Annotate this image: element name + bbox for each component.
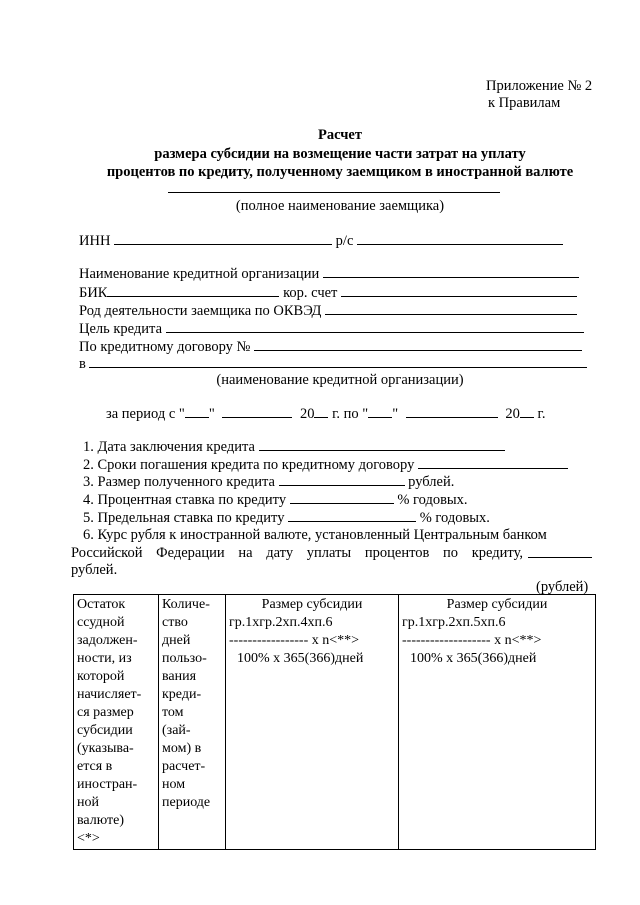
document-subtitle-1: размера субсидии на возмещение части затрат на уплату [154,146,526,162]
inn-row [79,232,563,250]
col-subsidy-rate-formula-bottom: 100% х 365(366)дней [237,651,364,666]
inn-label: ИНН [79,233,111,249]
col-subsidy-limit-formula-mid: ------------------- х n<**> [402,633,542,648]
bank-note: (наименование кредитной организации) [216,372,464,388]
col-subsidy-rate-header: Размер субсидии [261,597,363,612]
item-5 [83,509,490,527]
col-days-used: Количе- ство дней пользо- вания креди- том (зай- мом) в расчет- ном периоде [159,595,226,850]
okved-row [79,302,577,320]
document-subtitle-2: процентов по кредиту, полученному заемщиком в иностранной валюте [106,164,574,180]
period-end-year[interactable] [520,405,534,418]
period-start-day[interactable] [185,405,209,418]
okved-field[interactable] [325,302,577,315]
purpose-label: Цель кредита [79,321,163,337]
item-1-field[interactable] [259,438,505,451]
in-label: в [79,356,86,372]
item-4-unit: % годовых. [397,492,468,508]
credit-org-row [79,265,579,283]
item-1-label: 1. Дата заключения кредита [83,439,255,455]
rs-label: р/с [335,233,354,249]
bank-row [79,355,587,373]
period-suffix: г. [537,406,546,422]
unit-note: (рублей) [536,579,589,595]
agreement-field[interactable] [254,338,582,351]
document-title: Расчет [318,127,362,143]
col-subsidy-rate-formula-mid: ----------------- x n<**> [229,633,360,648]
item-2-label: 2. Сроки погашения кредита по кредитному договору [83,457,415,473]
bik-field[interactable] [107,284,279,297]
period-mid: г. по " [332,406,369,422]
period-end-day[interactable] [368,405,392,418]
credit-org-field[interactable] [323,265,579,278]
credit-org-label: Наименование кредитной организации [79,266,320,282]
okved-label: Род деятельности заемщика по ОКВЭД [79,303,322,319]
col-subsidy-rate-formula-top: гр.1хгр.2хп.4хп.6 [229,615,333,630]
period-quote-2: " [392,406,399,422]
item-3 [83,473,454,491]
period-end-month[interactable] [406,405,498,418]
subsidy-table [73,594,596,850]
appendix-rules: к Правилам [488,95,561,111]
period-prefix: за период с " [106,406,185,422]
agreement-label: По кредитному договору № [79,339,251,355]
inn-field[interactable] [114,232,332,245]
item-6-line-3: рублей. [71,562,118,578]
item-5-label: 5. Предельная ставка по кредиту [83,510,285,526]
col-subsidy-limit-formula-bottom: 100% х 365(366)дней [410,651,537,666]
bank-field[interactable] [89,355,587,368]
col-outstanding-debt: Остаток ссудной задолжен- ности, из которой начисляет- ся размер субсидии (указыва- ется в иностран- ной валюте) <*> [74,595,159,850]
item-6-field[interactable] [528,545,592,558]
kor-account-label: кор. счет [283,285,338,301]
item-6-line-2: Российской Федерации на дату уплаты процентов по кредиту, [71,545,523,561]
item-4-label: 4. Процентная ставка по кредиту [83,492,287,508]
kor-account-field[interactable] [341,284,577,297]
item-4 [83,491,468,509]
item-6-line-1: 6. Курс рубля к иностранной валюте, установленный Центральным банком [83,527,547,543]
item-1 [83,438,505,456]
bik-row [79,284,577,302]
period-row [106,405,545,423]
item-3-label: 3. Размер полученного кредита [83,474,275,490]
appendix-header [486,78,592,112]
item-2 [83,456,568,474]
agreement-row [79,338,582,356]
item-2-field[interactable] [418,456,568,469]
item-5-field[interactable] [288,509,416,522]
borrower-name-line[interactable] [168,180,500,193]
col-subsidy-rate [226,595,399,850]
purpose-field[interactable] [166,320,584,333]
table-row [74,595,596,850]
period-year-2: 20 [505,406,520,422]
period-quote-1: " [208,406,215,422]
period-start-month[interactable] [222,405,292,418]
item-3-unit: рублей. [408,474,455,490]
col-subsidy-limit [399,595,596,850]
rs-field[interactable] [357,232,563,245]
col-subsidy-limit-formula-top: гр.1хгр.2хп.5хп.6 [402,615,506,630]
item-3-field[interactable] [279,473,405,486]
bik-label: БИК [79,285,108,301]
borrower-note: (полное наименование заемщика) [235,198,445,214]
col-subsidy-limit-header: Размер субсидии [446,597,548,612]
purpose-row [79,320,584,338]
item-4-field[interactable] [290,491,394,504]
period-start-year[interactable] [314,405,328,418]
period-year-1: 20 [299,406,315,422]
item-5-unit: % годовых. [419,510,490,526]
appendix-number: Приложение № 2 [486,78,593,94]
